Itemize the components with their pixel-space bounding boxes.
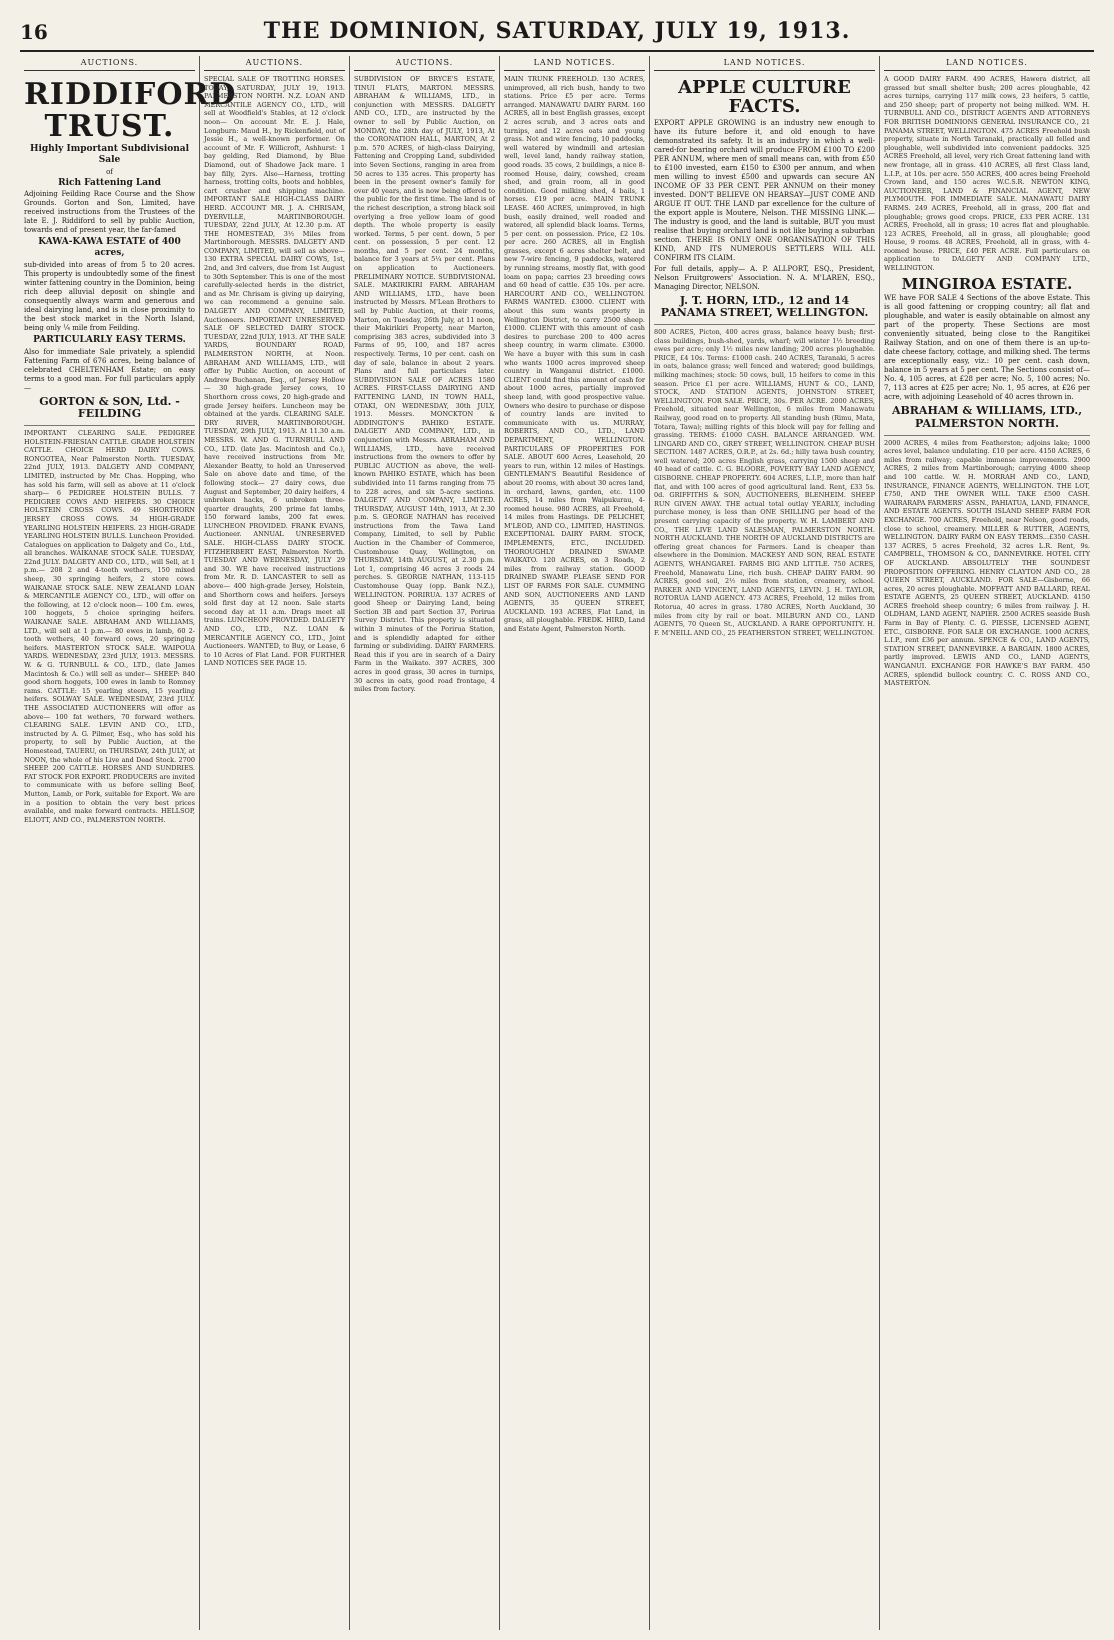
- column-text: MAIN TRUNK FREEHOLD. 130 ACRES, unimproved, all rich bush, handy to two stations. Price £5 per acre. Terms arranged. MANAWATU DAIRY FARM. 160 ACRES, all in best English grasses, except 2 acres scrub, and 3 acres oats and turnips, and 12 acres oats and young grass. Not and wire fencing, 10 paddocks, well watered by windmill and artesian well, level land, handy railway station, good roads. 35 cows, 2 buildings, a nice 8-roomed House, dairy, cowshed, cream shed, and grain room, all in good condition. Good milking shed, 4 bails, 1 horses. £19 per acre. MAIN TRUNK LEASE. 460 ACRES, unimproved, in high bush, easily drained, well roaded and watered, all splendid black loams. Terms, 5 per cent. on possession. Price, £2 10s. per acre. 260 ACRES, all in English grasses, except 6 acres shelter belt, and new 7-wire fencing, 9 paddocks, watered by running streams, mostly flat, with good loam on papa; carries 23 breeding cows and 60 head of cattle. £35 10s. per acre. HARCOURT AND CO., WELLINGTON. FARMS WANTED. £3000. CLIENT with about this sum wants property in Wellington District, to carry 2500 sheep. £1000. CLIENT with this amount of cash desires to purchase 200 to 400 acres sheep country, in warm climate. £3000. We have a buyer with this sum in cash who wants 1000 acres improved sheep country in Wanganui district. £1000. CLIENT could find this amount of cash for about 1000 acres, partially improved sheep land, with good prospective value. Owners who desire to purchase or dispose of country lands are invited to communicate with us. MURRAY, ROBERTS, AND CO., LTD., LAND DEPARTMENT, WELLINGTON. PARTICULARS OF PROPERTIES FOR SALE. ABOUT 600 Acres, Leasehold, 20 years to run, within 12 miles of Hastings. GENTLEMAN'S Beautiful Residence of about 20 rooms, with about 30 acres land, in orchard, lawns, garden, etc. 1100 ACRES, 14 miles from Waipukurau, 4-roomed house. 980 ACRES, all Freehold, 14 miles from Hastings. DE PELICHET, M'LEOD, AND CO., LIMITED, HASTINGS. EXCEPTIONAL DAIRY FARM. STOCK, IMPLEMENTS, ETC., INCLUDED. THOROUGHLY DRAINED SWAMP. WAIKATO. 120 ACRES, on 3 Roads, 2 miles from railway station. GOOD DRAINED SWAMP. PLEASE SEND FOR LIST OF FARMS FOR SALE. CUMMING AND SON, AUCTIONEERS AND LAND AGENTS, 35 QUEEN STREET, AUCKLAND. 193 ACRES, Flat Land, in grass, all ploughable. FREDK. HIRD, Land and Estate Agent, Palmerston North.: [504, 75, 645, 633]
- ad-title: RIDDIFORD TRUST.: [24, 77, 237, 144]
- column-3: [350, 56, 500, 1630]
- ad-body: sub-divided into areas of from 5 to 20 acres. This property is undoubtedly some of the finest winter fattening country in the Dominion, being rich deep alluvial deposit on shingle and consequently always warm and generous and ideal dairying land, and is in close proximity to the best stock market in the North Island, being only ¼ mile from Feilding.: [24, 260, 195, 332]
- column-text: IMPORTANT CLEARING SALE. PEDIGREE HOLSTEIN-FRIESIAN CATTLE. GRADE HOLSTEIN CATTLE. CHOICE HERD DAIRY COWS. RONGOTEA, Near Palmerston North. TUESDAY, 22nd JULY, 1913. DALGETY AND COMPANY, LIMITED, instructed by Mr. Chas. Hopping, who has sold his farm, will sell as above at 11 o'clock sharp— 6 PEDIGREE HOLSTEIN BULLS. 7 PEDIGREE COWS AND HEIFERS. 30 CHOICE HOLSTEIN CROSS COWS. 49 SHORTHORN JERSEY CROSS COWS. 34 HIGH-GRADE YEARLING HOLSTEIN HEIFERS. 23 HIGH-GRADE YEARLING HOLSTEIN BULLS. Luncheon Provided. Catalogues on application to Dalgety and Co., Ltd., all branches. WAIKANAE STOCK SALE. TUESDAY, 22nd JULY. DALGETY AND CO., LTD., will Sell, at 1 p.m.— 208 2 and 4-tooth wethers, 150 mixed sheep, 30 springing heifers, 2 store cows. WAIKANAE STOCK SALE. NEW ZEALAND LOAN & MERCANTILE AGENCY CO., LTD., will offer on the following, at 12 o'clock noon— 100 f.m. ewes, 100 hoggets, 5 choice springing heifers. WAIKANAE SALE. ABRAHAM AND WILLIAMS, LTD., will sell at 1 p.m.— 80 ewes in lamb, 60 2-tooth wethers, 40 forward cows, 20 springing heifers. MASTERTON STOCK SALE. WAIPOUA YARDS. WEDNESDAY, 23rd JULY, 1913. MESSRS. W. & G. TURNBULL & CO., LTD., (late James Macintosh & Co.) will sell as under— SHEEP: 840 good shorn hoggets, 100 ewes in lamb to Romney rams. CATTLE: 15 yearling steers, 15 yearling heifers. SOLWAY SALE. WEDNESDAY, 23rd JULY. THE ASSOCIATED AUCTIONEERS will offer as above— 100 fat wethers, 70 forward wethers. CLEARING SALE. LEVIN AND CO., LTD., instructed by A. G. Pilmer, Esq., who has sold his property, to sell by Public Auction, at the Homestead, TAUERU, on THURSDAY, 24th JULY, at NOON, the whole of his Live and Dead Stock. 2700 SHEEP. 200 CATTLE. HORSES AND SUNDRIES. FAT STOCK FOR EXPORT. PRODUCERS are invited to communicate with us before selling Beef, Mutton, Lamb, or Pork, suitable for Export. We are in a position to obtain the very best prices available, and make forward contracts. HELLSOP, ELIOTT, AND CO., PALMERSTON NORTH.: [24, 428, 195, 824]
- column-text: A GOOD DAIRY FARM. 490 ACRES, Hawera district, all grassed but small shelter bush; 200 acres ploughable, 42 acres turnips, carrying 117 milk cows, 23 heifers, 5 cattle, and 250 sheep; part of property not being milked. WM. H. TURNBULL AND CO., DISTRICT AGENTS AND ATTORNEYS FOR BRITISH DOMINIONS GENERAL INSURANCE CO., 21 PANAMA STREET, WELLINGTON. 475 ACRES Freehold bush property, situate in North Taranaki, practically all felled and ploughable, well subdivided into convenient paddocks. 325 ACRES Freehold, all level, very rich Great fattening land with new frontage, all in grass. 410 ACRES, all first Class land, L.I.P., at 10s. per acre. 550 ACRES, 400 acres being Freehold Crown land, and 150 acres W.C.S.R. NEWTON KING, AUCTIONEER, LAND & FINANCIAL AGENT, NEW PLYMOUTH. FOR IMMEDIATE SALE. MANAWATU DAIRY FARMS. 249 ACRES, Freehold, all in grass, 200 flat and ploughable; grows good crops. PRICE, £33 PER ACRE. 131 ACRES, Freehold, all in grass; 10 acres flat and ploughable. 123 ACRES, Freehold, all in grass, all ploughable; good House, 9 rooms. 48 ACRES, Freehold, all in grass, with 4-roomed house. PRICE, £40 PER ACRE. Full particulars on application to DALGETY AND COMPANY LTD., WELLINGTON.: [884, 75, 1090, 273]
- ad-line: Highly Important Subdivisional Sale: [29, 144, 190, 165]
- column-text: SPECIAL SALE OF TROTTING HORSES. TODAY, SATURDAY, JULY 19, 1913. PALMERSTON NORTH. N.Z. LOAN AND MERCANTILE AGENCY CO., LTD., will sell at Woodfield's Stables, at 12 o'clock noon— On account Mr. E. J. Hale, Longburn: Maud H., by Rickenfield, out of Jessie H., a well-known performer. On account of Mr. F. Willicroft, Ashhurst: 1 bay gelding, Red Diamond, by Blue Diamond, out of Shadowe Jack mare. 1 bay filly, 2yrs. Also—Harness, trotting harness, trotting colts, boots and hobbles, cart crusher and shipping machine. IMPORTANT SALE HIGH-CLASS DAIRY HERD. ACCOUNT MR. J. A. CHRISAM, DYERVILLE, MARTINBOROUGH. TUESDAY, 22nd JULY, At 12.30 p.m. AT THE HOMESTEAD, 3½ Miles from Martinborough. MESSRS. DALGETY AND COMPANY, LIMITED, will sell as above— 130 EXTRA SPECIAL DAIRY COWS, 1st, 2nd, and 3rd calvers, due from 1st August to 30th September. This is one of the most carefully-selected herds in the district, and as Mr. Chrisam is giving up dairying, we can recommend a genuine sale. DALGETY AND COMPANY, LIMITED, Auctioneers. IMPORTANT UNRESERVED SALE OF SELECTED DAIRY STOCK. TUESDAY, 22nd JULY, 1913. AT THE SALE YARDS, BOUNDARY ROAD, PALMERSTON NORTH, at Noon. ABRAHAM AND WILLIAMS, LTD., will offer by Public Auction, on account of Andrew Buchanan, Esq., of Jersey Hollow— 30 high-grade Jersey cows, 10 Shorthorn cross cows, 20 high-grade and grade Jersey heifers. Luncheon may be obtained at the yards. CLEARING SALE. DRY RIVER, MARTINBOROUGH. TUESDAY, 29th JULY, 1913. At 11.30 a.m. MESSRS. W. AND G. TURNBULL AND CO., LTD. (late Jas. Macintosh and Co.), have received instructions from Mr. Alexander Beatty, to hold an Unreserved Sale on above date and time, of the following stock— 27 dairy cows, due August and September, 20 dairy heifers, 4 unbroken hacks, 6 unbroken three-quarter draughts, 200 prime fat lambs, 150 forward lambs, 200 fat ewes. LUNCHEON PROVIDED. FRANK EVANS, Auctioneer. ANNUAL UNRESERVED SALE. HIGH-CLASS DAIRY STOCK. FITZHERBERT EAST, Palmerston North. TUESDAY AND WEDNESDAY, JULY 29 and 30. WE have received instructions from Mr. R. D. LANCASTER to sell as above— 400 high-grade Jersey, Holstein, and Shorthorn cows and heifers. Jerseys sold first day at 12 noon. Sale starts second day at 11 a.m. Drags meet all trains. LUNCHEON PROVIDED. DALGETY AND CO., LTD., N.Z. LOAN & MERCANTILE AGENCY CO., LTD., Joint Auctioneers. WANTED, to Buy, or Lease, 6 to 10 Acres of Flat Land. FOR FURTHER LAND NOTICES SEE PAGE 15.: [204, 75, 345, 668]
- ad-subtitle: PARTICULARLY EASY TERMS.: [33, 334, 186, 345]
- page-number: 16: [20, 20, 48, 44]
- column-heading: AUCTIONS.: [354, 56, 495, 71]
- ad-agent: GORTON & SON, Ltd. - FEILDING: [39, 394, 180, 420]
- column-heading: LAND NOTICES.: [654, 56, 875, 71]
- ad-body: For full details, apply— A. P. ALLPORT, ESQ., President, Nelson Fruitgrowers' Association. N. A. M'LAREN, ESQ., Managing Director, NELSON.: [654, 264, 875, 291]
- column-heading: AUCTIONS.: [24, 56, 195, 71]
- columns: [20, 56, 1094, 1630]
- ad-title: MINGIROA ESTATE.: [901, 274, 1073, 293]
- newspaper-title: THE DOMINION, SATURDAY, JULY 19, 1913.: [263, 18, 851, 44]
- column-4: [500, 56, 650, 1630]
- mingiroa-estate-ad: [884, 273, 1090, 436]
- ad-agent: J. T. HORN, LTD., 12 and 14 PANAMA STREET, WELLINGTON.: [660, 293, 869, 319]
- ad-body: Also for immediate Sale privately, a splendid Fattening Farm of 676 acres, being balance of celebrated CHELTENHAM Estate; on easy terms to a good man. For full particulars apply—: [24, 347, 195, 392]
- ad-line: of: [106, 167, 113, 176]
- column-6: [880, 56, 1094, 1630]
- ad-subtitle: KAWA-KAWA ESTATE of 400 acres,: [38, 237, 181, 259]
- apple-culture-ad: [654, 75, 875, 325]
- column-1: [20, 56, 237, 1630]
- masthead: [20, 14, 1094, 52]
- column-5: [650, 56, 880, 1630]
- riddiford-trust-ad: [24, 75, 237, 426]
- column-2: [200, 56, 350, 1630]
- column-heading: LAND NOTICES.: [884, 56, 1090, 71]
- ad-body: Adjoining Feilding Race Course and the Show Grounds. Gorton and Son, Limited, have received instructions from the Trustees of the late E. J. Riddiford to sell by public Auction, towards end of present year, the far-famed: [24, 190, 195, 235]
- ad-agent: ABRAHAM & WILLIAMS, LTD., PALMERSTON NORTH.: [891, 404, 1083, 430]
- ad-title: APPLE CULTURE FACTS.: [678, 77, 851, 117]
- column-text: 800 ACRES, Picton, 400 acres grass, balance heavy bush; first-class buildings, bush-shed, yards, wharf; will winter 1½ breeding ewes per acre; only 1½ miles new landing; 200 acres ploughable. PRICE, £4 10s. Terms: £1000 cash. 240 ACRES, Taranaki, 5 acres in oats, balance grass; well fenced and watered; good buildings, milking machines; stock: 50 cows, bull, 15 heifers to come in this season. Price £1 per acre. WILLIAMS, HUNT & CO., LAND, STOCK, AND STATION AGENTS, JOHNSTON STREET, WELLINGTON. FOR SALE. PRICE, 30s. PER ACRE. 2000 ACRES, Freehold, situated near Wellington, 6 miles from Manawatu Railway, good road on to property. All standing bush (Rimu, Mata, Totara, Tawa); milling rights of this block will pay for felling and grassing. TERMS: £1000 CASH. BALANCE ARRANGED. WM. LINGARD AND CO., GREY STREET, WELLINGTON. CHEAP BUSH SECTION. 1487 ACRES, O.R.P., at 2s. 6d.; hilly tawa bush country, well watered; 200 acres English grass, carrying 1500 sheep and 40 head of cattle. C. G. BLOORE, POVERTY BAY LAND AGENCY, GISBORNE. CHEAP PROPERTY. 604 ACRES, L.I.P., more than half flat, and with 100 acres of good agricultural land. Rent, £33 5s. 0d. GRIFFITHS & SON, AUCTIONEERS, BLENHEIM. SHEEP RUN GIVEN AWAY. THE actual total outlay YEARLY, including purchase money, is less than ONE SHILLING per head of the present carrying capacity of the property. W. H. LAMBERT AND CO., THE LIVE LAND SALESMAN, PALMERSTON NORTH. NORTH AUCKLAND. THE NORTH OF AUCKLAND DISTRICTS are offering great chances for Farmers. Land is cheaper than elsewhere in the Dominion. MACKESY AND SON, REAL ESTATE AGENTS, WHANGAREI. FARMS BIG AND LITTLE. 750 ACRES, Freehold, Manawatu Line, rich bush. CHEAP DAIRY FARM. 90 ACRES, good soil, 2½ miles from station, creamery, school. PARKER AND VINCENT, LAND AGENTS, LEVIN. J. H. TAYLOR, ROTORUA LAND AGENCY. 473 ACRES, Freehold, 12 miles from Rotorua, 40 acres in grass. 1780 ACRES, North Auckland, 30 miles from city by rail or boat. MILBURN AND CO., LAND AGENTS, 70 Queen St., AUCKLAND. A RARE OPPORTUNITY. H. F. M'NEILL AND CO., 25 FEATHERSTON STREET, WELLINGTON.: [654, 327, 875, 637]
- ad-line: Rich Fattening Land: [58, 177, 161, 188]
- column-text: 2000 ACRES, 4 miles from Featherston; adjoins lake; 1000 acres level, balance undulating. £10 per acre. 4150 ACRES, 6 miles from railway; capable immense improvements. 2900 ACRES, 2 miles from Martinborough; carrying 4000 sheep and 100 cattle. W. H. MORRAH AND CO., LAND, INSURANCE, FINANCE AGENTS, WELLINGTON. THE LOT, £750, AND THE OWNER WILL TAKE £500 CASH. WAIRARAPA FARMERS' ASSN., PAHIATUA, LAND, FINANCE, AND ESTATE AGENTS. SOUTH ISLAND SHEEP FARM FOR EXCHANGE. 700 ACRES, Freehold, near Nelson, good roads, close to school, creamery. MILLER & RUTTER, AGENTS, WELLINGTON. DAIRY FARM ON EASY TERMS...£350 CASH. 137 ACRES, 5 acres Freehold, 32 acres L.R. Rent, 9s. CAMPBELL, THOMSON & CO., DANNEVIRKE. HOTEL CITY OF AUCKLAND. ABSOLUTELY THE SOUNDEST PROPOSITION OFFERING. HENRY CLAYTON AND CO., 28 QUEEN STREET, AUCKLAND. FOR SALE—Gisborne, 66 acres, 20 acres ploughable. MOFFATT AND BALLARD, REAL ESTATE AGENTS, 25 QUEEN STREET, AUCKLAND. 4150 ACRES freehold sheep country; 6 miles from railway. J. H. OLDHAM, LAND AGENT, NAPIER. 2500 ACRES seaside Bush Farm in Bay of Plenty. C. G. PIESSE, LICENSED AGENT, ETC., GISBORNE. FOR SALE OR EXCHANGE. 1000 ACRES, L.I.P., rent £36 per annum. SPENCE & CO., LAND AGENTS, STATION STREET, DANNEVIRKE. A BARGAIN. 1800 ACRES, partly improved. LEWIS AND CO., LAND AGENTS, WANGANUI. EXCHANGE FOR HAWKE'S BAY FARM. 450 ACRES, splendid bullock country. C. C. ROSS AND CO., MASTERTON.: [884, 438, 1090, 688]
- column-heading: LAND NOTICES.: [504, 56, 645, 71]
- column-text: SUBDIVISION OF BRYCE'S ESTATE, TINUI FLATS, MARTON. MESSRS. ABRAHAM & WILLIAMS, LTD., in conjunction with MESSRS. DALGETY AND CO., LTD., are instructed by the owner to sell by Public Auction, on MONDAY, the 28th day of JULY, 1913, At the CORONATION HALL, MARTON, At 2 p.m. 570 ACRES, of high-class Dairying, Fattening and Cropping Land, subdivided into Seven Sections, ranging in area from 50 acres to 135 acres. This property has been in the present owner's family for over 40 years, and is now being offered to the public for the first time. The land is of the richest description, a strong black soil overlying a free yellow loam of good depth. The whole property is easily worked. Terms, 5 per cent. down, 5 per cent. on possession, 5 per cent. 12 months, and 5 per cent. 24 months, balance for 3 years at 5¼ per cent. Plans on application to Auctioneers. PRELIMINARY NOTICE. SUBDIVISIONAL SALE. MAKIRIKIRI FARM. ABRAHAM AND WILLIAMS, LTD., have been instructed by Messrs. M'Lean Brothers to sell by Public Auction, at their rooms, Marton, on Tuesday, 26th July, at 11 noon, their Makirikiri Property, near Marton, comprising 383 acres, subdivided into 3 Farms of 95, 100, and 187 acres respectively. Terms, 10 per cent. cash on day of sale, balance in about 2 years. Plans and full particulars later. SUBDIVISION SALE OF ACRES 1580 ACRES. FIRST-CLASS DAIRYING AND FATTENING LAND, IN TOWN HALL, OTAKI, ON WEDNESDAY, 30th JULY, 1913. Messrs. MONCKTON & ADDINGTON'S PAHIKO ESTATE. DALGETY AND COMPANY, LTD., in conjunction with Messrs. ABRAHAM AND WILLIAMS, LTD., have received instructions from the owners to offer by PUBLIC AUCTION as above, the well-known PAHIKO ESTATE, which has been subdivided into 11 farms ranging from 75 to 228 acres, and six 5-acre sections. DALGETY AND COMPANY, LIMITED. THURSDAY, AUGUST 14th, 1913, At 2.30 p.m. S. GEORGE NATHAN has received instructions from the Tawa Land Company, Limited, to sell by Public Auction in the Chamber of Commerce, Customhouse Quay, Wellington, on THURSDAY, 14th AUGUST, at 2.30 p.m. Lot 1, comprising 46 acres 3 roods 24 perches. S. GEORGE NATHAN, 113-115 Customhouse Quay (opp. Bank N.Z.), WELLINGTON. PORIRUA. 137 ACRES of good Sheep or Dairying Land, being Section 3B and part Section 37, Porirua Survey District. This property is situated within 3 minutes of the Porirua Station, and is splendidly adapted for either farming or subdividing. DAIRY FARMERS. Read this if you are in search of a Dairy Farm in the Waikato. 397 ACRES, 300 acres in good grass, 30 acres in turnips, 30 acres in oats, good road frontage, 4 miles from factory.: [354, 75, 495, 694]
- ad-body: EXPORT APPLE GROWING is an industry new enough to have its future before it, and old enough to have demonstrated its safety. It is an industry in which a well-cared-for bearing orchard will produce FROM £100 TO £200 PER ANNUM, where men of small means can, with from £50 to £100 invested, earn £150 to £300 per annum, and when men willing to invest £500 and upwards can secure AN INCOME OF 33 PER CENT. PER ANNUM on their money invested. DON'T BELIEVE ON HEARSAY—JUST COME AND ARGUE IT OUT. THE LAND par excellence for the culture of the export apple is Moutere, Nelson. THE MISSING LINK.—The industry is good, and the land is suitable, BUT you must realise that buying orchard land is not like buying a suburban section. THERE IS ONLY ONE ORGANISATION OF THIS KIND, AND ITS NUMEROUS SETTLERS WILL ALL CONFIRM ITS CLAIM.: [654, 118, 875, 262]
- column-heading: AUCTIONS.: [204, 56, 345, 71]
- ad-body: WE have FOR SALE 4 Sections of the above Estate. This is all good fattening or cropping country; all flat and ploughable, and water is easily obtainable on almost any part of the property. These Sections are most conveniently situated, being close to the Rangitikei Railway Station, and on one of them there is an up-to-date cheese factory, cottage, and milking shed. The terms are exceptionally easy, viz.: 10 per cent. cash down, balance in 5 years at 5 per cent. The Sections consist of—No. 4, 105 acres, at £28 per acre; No. 5, 100 acres; No. 7, 113 acres at £25 per acre; No. 1, 95 acres, at £26 per acre, with adjoining Leasehold of 40 acres thrown in.: [884, 294, 1090, 402]
